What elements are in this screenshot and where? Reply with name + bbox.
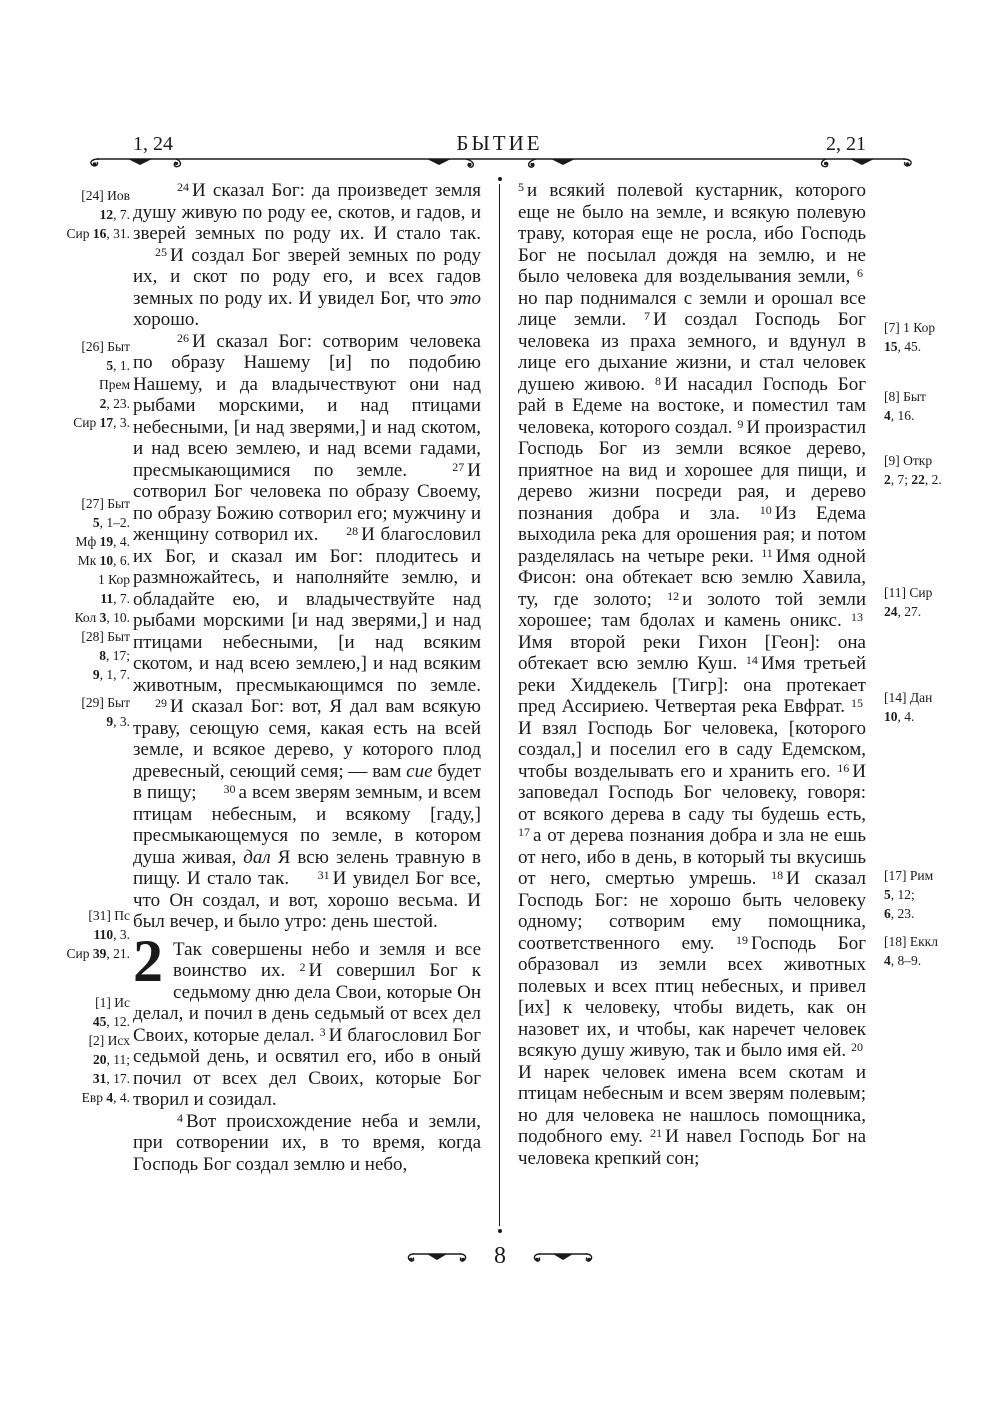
- cross-reference-line: 9, 3.: [106, 714, 130, 729]
- cross-reference-line: [14] Дан: [884, 690, 933, 705]
- cross-reference: [884, 688, 970, 726]
- chapter-number-dropcap: 2: [133, 927, 163, 994]
- cross-reference: [884, 932, 970, 970]
- cross-reference-line: 12, 7.: [99, 207, 130, 222]
- cross-reference-line: Прем: [98, 377, 130, 392]
- cross-reference-line: 110, 3.: [93, 927, 130, 942]
- cross-reference-line: Мк 10, 6.: [77, 553, 130, 568]
- cross-reference-line: [29] Быт: [81, 695, 130, 710]
- header-verse-range-right: 2, 21: [826, 133, 866, 155]
- cross-reference: [52, 693, 130, 731]
- verse-paragraph: 26 И сказал Бог: сотворим человека по образу Нашему [и] по подобию Нашему, и да владычествуют они над рыбами морскими, и над птицами небесными, [и над зверями,] и над скотом, и над всею землею, и над всеми гадами, пресмыкающимися по земле. 27 И сотворил Бог человека по образу Своему, по образу Божию сотворил его; мужчину и женщину сотворил их. 28 И благословил их Бог, и сказал им Бог: плодитесь и размножайтесь, и наполняйте землю, и обладайте ею, и владычествуйте над рыбами морскими [и над зверями,] и над птицами небесными, [и над всяким скотом, и над всею землею,] и над всяким животным, пресмыкающимся по земле. 29 И сказал Бог: вот, Я дал вам всякую траву, сеющую семя, какая есть на всей земле, и всякое дерево, у которого плод древесный, сеющий семя; — вам сие будет в пищу; 30 а всем зверям земным, и всем птицам небесным, и всякому [гаду,] пресмыкающемуся по земле, в котором душа живая, дал Я всю зелень травную в пищу. И стало так. 31 И увидел Бог все, что Он создал, и вот, хорошо весьма. И был вечер, и было утро: день шестой.: [133, 330, 481, 932]
- cross-reference-line: Сир 17, 3.: [73, 415, 130, 430]
- cross-reference-line: [31] Пс: [88, 908, 130, 923]
- cross-reference: [52, 906, 130, 963]
- cross-reference-line: Евр 4, 4.: [81, 1090, 130, 1105]
- cross-reference: [884, 318, 970, 356]
- text-column-left: [133, 180, 481, 1232]
- verse-paragraph: 4 Вот происхождение неба и земли, при сотворении их, в то время, когда Господь Бог создал землю и небо,: [133, 1110, 481, 1175]
- cross-reference-line: 15, 45.: [884, 339, 922, 354]
- cross-reference-line: 2, 23.: [99, 396, 130, 411]
- footer-flourish-left: [406, 1250, 468, 1264]
- page-number: 8: [494, 1243, 506, 1269]
- header-verse-range-left: 1, 24: [133, 133, 173, 155]
- cross-reference-line: [28] Быт: [81, 629, 130, 644]
- cross-reference-line: 9, 1, 7.: [92, 667, 130, 682]
- cross-reference-line: 31, 17.: [92, 1071, 130, 1086]
- cross-reference-line: 10, 4.: [884, 709, 915, 724]
- cross-reference-line: Мф 19, 4.: [75, 534, 130, 549]
- cross-reference: [52, 993, 130, 1107]
- cross-reference-line: [9] Откр: [884, 453, 933, 468]
- text-column-right: [518, 180, 866, 1232]
- cross-reference-line: [7] 1 Кор: [884, 320, 936, 335]
- cross-reference-line: 5, 1–2.: [92, 515, 130, 530]
- footer-flourish-right: [532, 1250, 594, 1264]
- cross-reference: [52, 337, 130, 432]
- cross-reference-line: Сир 39, 21.: [66, 946, 130, 961]
- cross-reference-line: 5, 1.: [106, 358, 130, 373]
- column-divider: [499, 184, 500, 1226]
- cross-reference-line: 5, 12;: [884, 887, 915, 902]
- header-rule-flourish: [0, 152, 1000, 172]
- cross-reference-line: 4, 8–9.: [884, 953, 922, 968]
- cross-reference: [884, 583, 970, 621]
- chapter-paragraph: 2 Так совершены небо и земля и все воинство их. 2 И совершил Бог к седьмому дню дела Свои, которые Он делал, и почил в день седьмый от всех дел Своих, которые делал. 3 И благословил Бог седьмой день, и освятил его, ибо в оный почил от всех дел Своих, которые Бог творил и созидал.: [133, 927, 481, 1110]
- cross-reference-line: 11, 7.: [100, 591, 130, 606]
- cross-reference-line: [24] Иов: [81, 188, 130, 203]
- cross-reference-line: 24, 27.: [884, 604, 922, 619]
- page-footer: [0, 1243, 1000, 1270]
- book-title: БЫТИЕ: [456, 131, 543, 155]
- cross-reference: [52, 186, 130, 243]
- cross-reference-line: [26] Быт: [81, 339, 130, 354]
- cross-reference-line: 1 Кор: [98, 572, 130, 587]
- cross-reference: [884, 866, 970, 923]
- cross-reference-line: [18] Еккл: [884, 934, 938, 949]
- cross-reference-line: 6, 23.: [884, 906, 915, 921]
- cross-reference-line: Кол 3, 10.: [74, 610, 130, 625]
- right-cross-references: [884, 0, 970, 1424]
- cross-reference-line: [11] Сир: [884, 585, 933, 600]
- verse-paragraph: 5 и всякий полевой кустарник, которого еще не было на земле, и всякую полевую траву, которая еще не росла, ибо Господь Бог не посылал дождя на землю, и не было человека для возделывания земли, 6но пар поднимался с земли и орошал все лице земли. 7 И создал Господь Бог человека из праха земного, и вдунул в лице его дыхание жизни, и стал человек душею живою. 8 И насадил Господь Бог рай в Едеме на востоке, и поместил там человека, которого создал. 9 И произрастил Господь Бог из земли всякое дерево, приятное на вид и хорошее для пищи, и дерево жизни посреди рая, и дерево познания добра и зла. 10 Из Едема выходила река для орошения рая; и потом разделялась на четыре реки. 11 Имя одной Фисон: она обтекает всю землю Хавила, ту, где золото; 12 и золото той земли хорошее; там бдолах и камень оникс. 13Имя второй реки Гихон [Геон]: она обтекает всю землю Куш. 14 Имя третьей реки Хиддекель [Тигр]: она протекает пред Ассириею. Четвертая река Евфрат. 15И взял Господь Бог человека, [которого создал,] и поселил его в саду Едемском, чтобы возделывать его и хранить его. 16 И заповедал Господь Бог человеку, говоря: от всякого дерева в саду ты будешь есть, 17 а от дерева познания добра и зла не ешь от него, ибо в день, в который ты вкусишь от него, смертью умрешь. 18 И сказал Господь Бог: не хорошо быть человеку одному; сотворим ему помощника, соответственного ему. 19 Господь Бог образовал из земли всех животных полевых и всех птиц небесных, и привел [их] к человеку, чтобы видеть, как он назовет их, и чтобы, как наречет человек всякую душу живую, так и было имя ей. 20И нарек человек имена всем скотам и птицам небесным и всем зверям полевым; но для человека не нашлось помощника, подобного ему. 21 И навел Господь Бог на человека крепкий сон;: [518, 180, 866, 1169]
- cross-reference-line: 45, 12.: [92, 1014, 130, 1029]
- cross-reference-line: [1] Ис: [95, 995, 130, 1010]
- cross-reference-line: [8] Быт: [884, 389, 926, 404]
- cross-reference-line: 20, 11;: [93, 1052, 130, 1067]
- cross-reference-line: [17] Рим: [884, 868, 934, 883]
- cross-reference-line: [2] Исх: [88, 1033, 130, 1048]
- verse-paragraph: 24 И сказал Бог: да произведет земля душу живую по роду ее, скотов, и гадов, и зверей земных по роду их. И стало так. 25 И создал Бог зверей земных по роду их, и скот по роду его, и всех гадов земных по роду их. И увидел Бог, что это хорошо.: [133, 180, 481, 330]
- cross-reference-line: [27] Быт: [81, 496, 130, 511]
- cross-reference: [884, 387, 970, 425]
- cross-reference-line: Сир 16, 31.: [66, 226, 130, 241]
- cross-reference-line: 2, 7; 22, 2.: [884, 472, 942, 487]
- cross-reference: [52, 494, 130, 684]
- cross-reference-line: 4, 16.: [884, 408, 915, 423]
- cross-reference: [884, 451, 970, 489]
- cross-reference-line: 8, 17;: [99, 648, 130, 663]
- left-cross-references: [52, 0, 130, 1424]
